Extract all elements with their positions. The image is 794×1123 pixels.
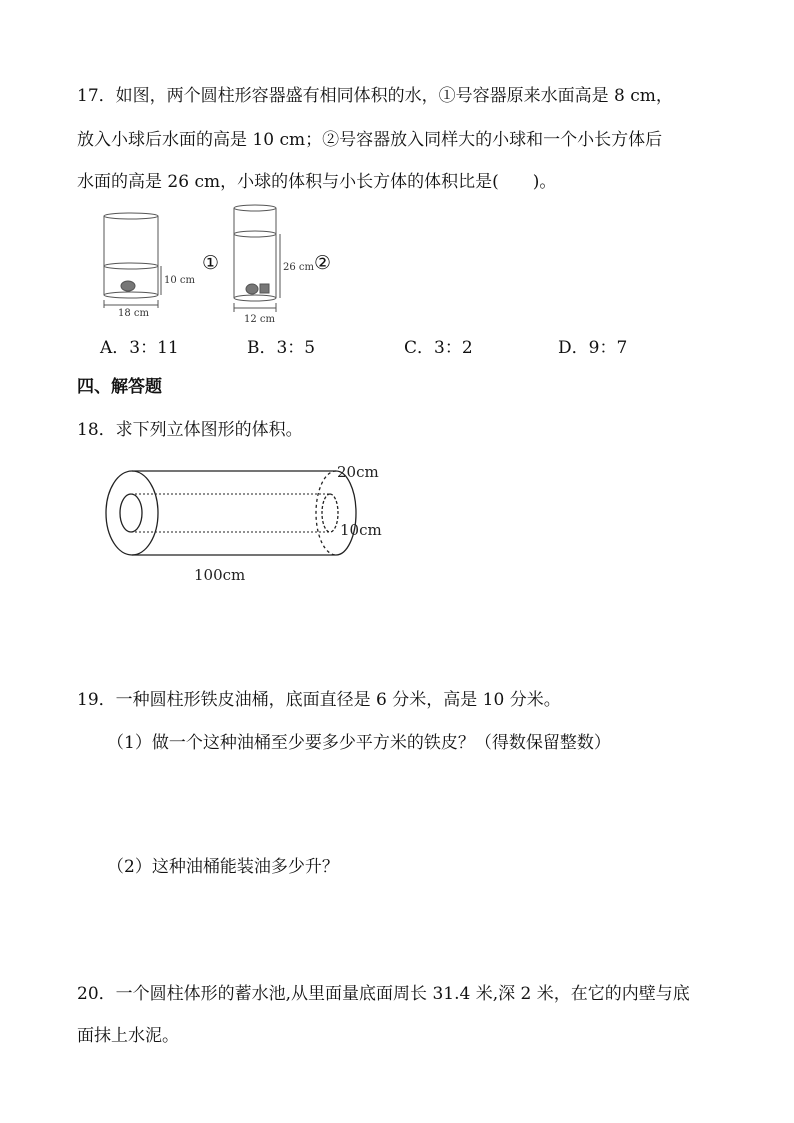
cylinder-1: [104, 213, 161, 308]
q20-line-1: 20．一个圆柱体形的蓄水池,从里面量底面周长 31.4 米,深 2 米，在它的内壁与底: [77, 984, 690, 1004]
c1-width-label: 18 cm: [118, 308, 149, 319]
q17-line-1: 17．如图，两个圆柱形容器盛有相同体积的水，①号容器原来水面高是 8 cm，: [77, 86, 673, 106]
c2-number-label: ②: [314, 252, 332, 274]
section-heading: 四、解答题: [77, 377, 162, 397]
length-label: 100cm: [194, 566, 246, 584]
q17-option-d: D．9：7: [558, 338, 628, 358]
q19-part-1: （1）做一个这种油桶至少要多少平方米的铁皮？（得数保留整数）: [107, 733, 611, 753]
q17-option-a: A．3：11: [100, 338, 179, 358]
q17-option-b: B．3：5: [247, 338, 316, 358]
inner-diameter-label: 10cm: [340, 521, 382, 539]
c1-height-label: 10 cm: [164, 275, 195, 286]
c2-height-label: 26 cm: [283, 262, 314, 273]
cylinder-2: [234, 205, 280, 312]
q17-line-2: 放入小球后水面的高是 10 cm；②号容器放入同样大的小球和一个小长方体后: [77, 130, 663, 150]
q19-text: 19．一种圆柱形铁皮油桶，底面直径是 6 分米，高是 10 分米。: [77, 690, 561, 710]
q18-pipe-figure: [100, 460, 400, 590]
q17-option-c: C．3：2: [404, 338, 473, 358]
q20-line-2: 面抹上水泥。: [77, 1026, 179, 1046]
q18-text: 18．求下列立体图形的体积。: [77, 420, 303, 440]
q17-line-3: 水面的高是 26 cm，小球的体积与小长方体的体积比是( )。: [77, 172, 557, 192]
c2-width-label: 12 cm: [244, 314, 275, 325]
q17-figure: [90, 200, 350, 330]
q19-part-2: （2）这种油桶能装油多少升？: [107, 857, 339, 877]
outer-diameter-label: 20cm: [337, 463, 379, 481]
c1-number-label: ①: [202, 252, 220, 274]
